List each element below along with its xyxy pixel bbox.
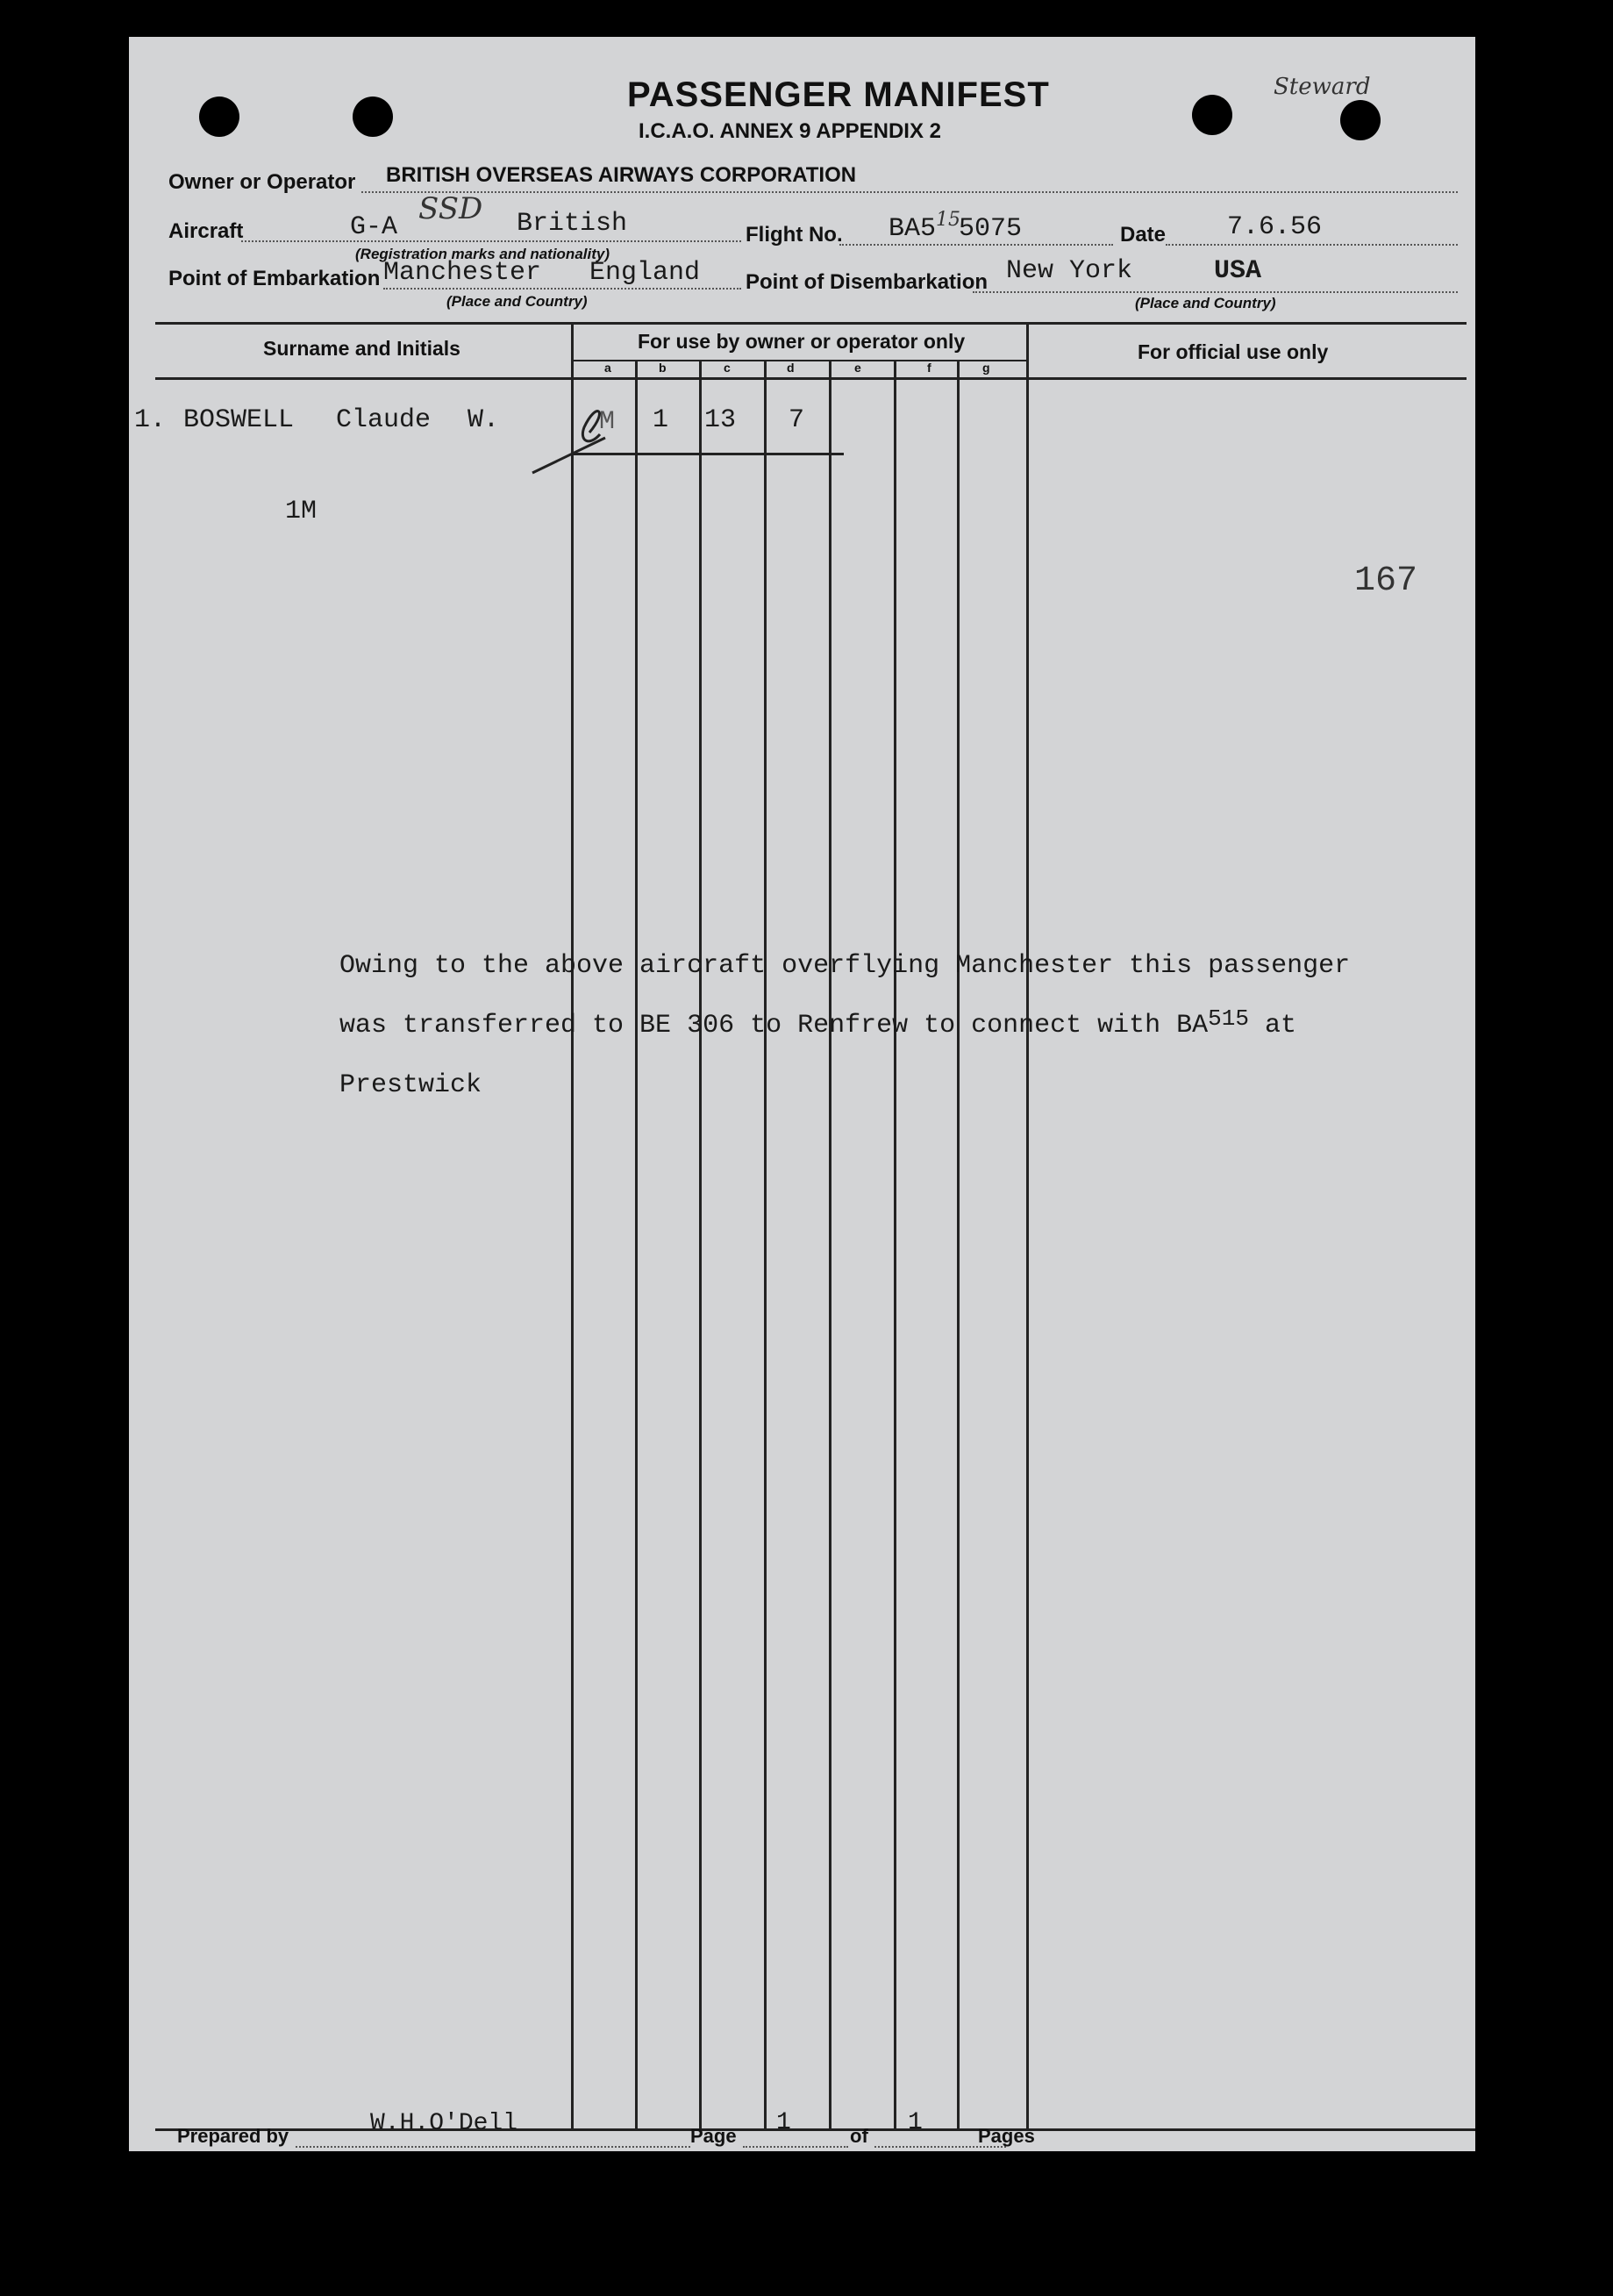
flight-number-tail: 5075 bbox=[959, 214, 1023, 244]
passenger-col-b: 1 bbox=[653, 405, 669, 435]
col-divider-4 bbox=[829, 360, 831, 2128]
note-line-2-end: at bbox=[1248, 1011, 1296, 1041]
sub-col-g: g bbox=[982, 361, 990, 375]
aircraft-caption: (Registration marks and nationality) bbox=[355, 246, 610, 262]
punch-hole-right-1 bbox=[1192, 95, 1232, 135]
embark-dots bbox=[383, 288, 741, 290]
note-line-1: Owing to the above aircraft overflying Manchester this passenger bbox=[339, 951, 1351, 981]
owner-value: BRITISH OVERSEAS AIRWAYS CORPORATION bbox=[386, 163, 857, 187]
note-line-3: Prestwick bbox=[339, 1070, 482, 1100]
col-divider-1 bbox=[635, 360, 638, 2128]
prepared-dots bbox=[296, 2146, 690, 2148]
col-divider-6 bbox=[957, 360, 960, 2128]
disembark-caption: (Place and Country) bbox=[1135, 295, 1276, 311]
sub-col-b: b bbox=[659, 361, 667, 375]
pen-tick-mark bbox=[528, 392, 616, 480]
disembark-country: USA bbox=[1214, 256, 1262, 286]
passenger-surname: BOSWELL bbox=[183, 405, 295, 435]
col-header-operator: For use by owner or operator only bbox=[638, 330, 966, 353]
date-dots bbox=[1166, 244, 1458, 246]
col-divider-5 bbox=[894, 360, 896, 2128]
col-divider-0 bbox=[571, 323, 574, 2128]
of-label: of bbox=[850, 2125, 868, 2147]
embark-label: Point of Embarkation bbox=[168, 267, 381, 290]
owner-label: Owner or Operator bbox=[168, 170, 356, 194]
note-line-2-sup: 515 bbox=[1208, 1005, 1249, 1032]
table-top-rule bbox=[155, 322, 1467, 325]
pages-label: Pages bbox=[978, 2125, 1035, 2147]
aircraft-label: Aircraft bbox=[168, 219, 244, 243]
page-label: Page bbox=[690, 2125, 737, 2147]
of-value: 1 bbox=[908, 2109, 923, 2136]
aircraft-dots bbox=[241, 240, 741, 242]
punch-hole-left-2 bbox=[353, 97, 393, 137]
date-value: 7.6.56 bbox=[1227, 212, 1323, 242]
col-header-official: For official use only bbox=[1138, 340, 1329, 363]
page-value: 1 bbox=[776, 2109, 791, 2136]
passenger-col-c: 13 bbox=[704, 405, 737, 435]
footer-top-rule bbox=[155, 2128, 1475, 2131]
date-label: Date bbox=[1120, 223, 1167, 247]
disembark-city: New York bbox=[1006, 256, 1133, 286]
summary-mark: 1M bbox=[285, 497, 318, 526]
manifest-sheet bbox=[129, 37, 1475, 2151]
embark-city: Manchester bbox=[383, 258, 542, 288]
disembark-dots bbox=[973, 291, 1458, 293]
sub-col-c: c bbox=[724, 361, 731, 375]
sub-col-d: d bbox=[787, 361, 795, 375]
note-line-2 bbox=[339, 1005, 1296, 1041]
aircraft-handwritten: SSD bbox=[418, 191, 483, 226]
page-dots bbox=[743, 2146, 848, 2148]
page-stamp: 167 bbox=[1354, 561, 1418, 601]
embark-caption: (Place and Country) bbox=[446, 293, 588, 310]
flight-dots bbox=[839, 244, 1113, 246]
sub-col-e: e bbox=[854, 361, 861, 375]
sub-col-a: a bbox=[604, 361, 611, 375]
flight-handwritten: 15 bbox=[936, 209, 960, 231]
col-divider-3 bbox=[764, 360, 767, 2128]
prepared-value: W.H.O'Dell bbox=[370, 2110, 518, 2137]
passenger-row-rule bbox=[572, 453, 844, 455]
operator-subheader-rule bbox=[572, 360, 1028, 361]
col-divider-7 bbox=[1026, 323, 1029, 2128]
col-header-surname: Surname and Initials bbox=[263, 337, 460, 360]
note-line-2-main: was transferred to BE 306 to Renfrew to connect with BA bbox=[339, 1011, 1209, 1041]
col-divider-2 bbox=[699, 360, 702, 2128]
aircraft-nationality: British bbox=[517, 209, 628, 239]
passenger-given-name: Claude bbox=[336, 405, 432, 435]
passenger-number: 1. bbox=[134, 405, 167, 435]
passenger-col-a: M bbox=[599, 407, 616, 437]
corner-note: Steward bbox=[1274, 74, 1371, 100]
table-header-bottom-rule bbox=[155, 377, 1467, 380]
sub-col-f: f bbox=[927, 361, 931, 375]
embark-country: England bbox=[589, 258, 701, 288]
passenger-col-d: 7 bbox=[789, 405, 805, 435]
owner-dots bbox=[361, 191, 1458, 193]
disembark-label: Point of Disembarkation bbox=[746, 270, 988, 294]
passenger-initial: W. bbox=[467, 405, 500, 435]
aircraft-reg: G-A bbox=[350, 212, 398, 242]
form-subtitle: I.C.A.O. ANNEX 9 APPENDIX 2 bbox=[639, 119, 941, 143]
flight-label: Flight No. bbox=[746, 223, 843, 247]
flight-value: BA5 bbox=[889, 214, 937, 244]
prepared-label: Prepared by bbox=[177, 2125, 289, 2147]
form-title: PASSENGER MANIFEST bbox=[627, 75, 1050, 114]
punch-hole-left-1 bbox=[199, 97, 239, 137]
punch-hole-right-2 bbox=[1340, 100, 1381, 140]
